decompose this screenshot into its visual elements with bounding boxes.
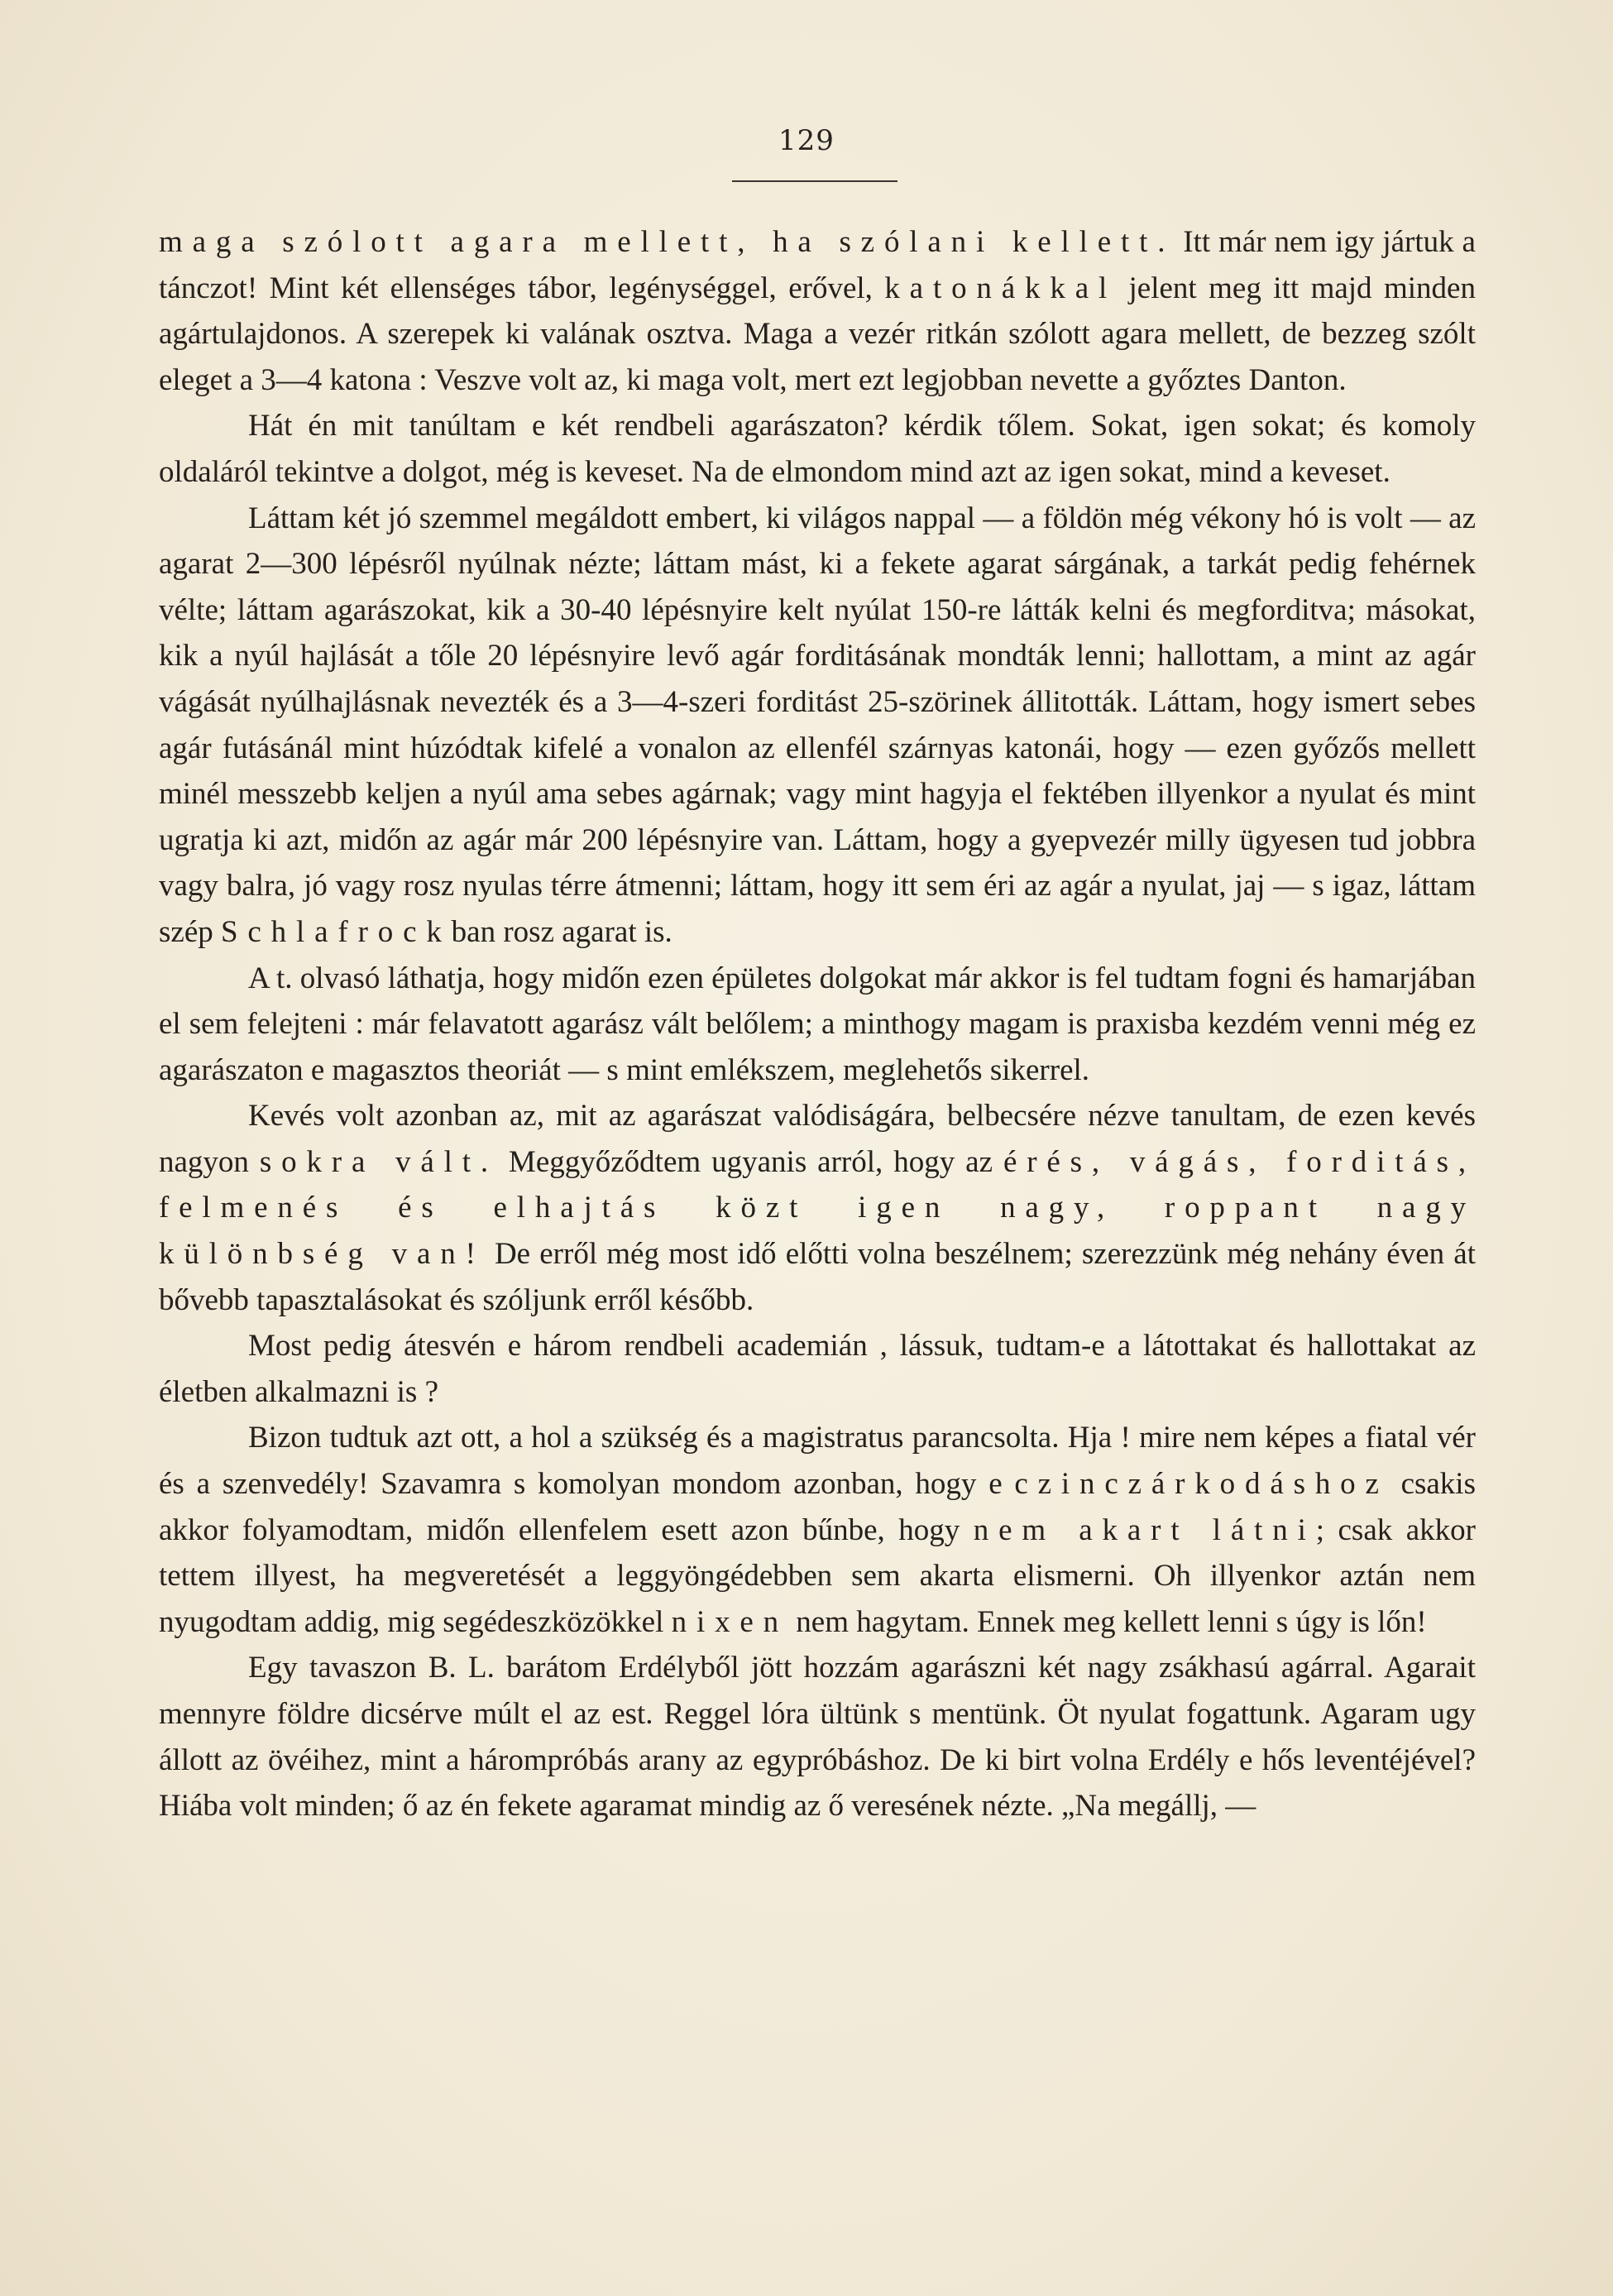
spaced-emphasis: nixen [671,1604,789,1639]
spaced-emphasis: nem akart látni [973,1512,1316,1547]
text-run: ; csak akkor tettem illyest, ha megveretését a leggyöngédebben sem akarta elismerni. Oh illyenkor aztán nem nyugodtam addig, mig segédeszközökkel [159,1512,1476,1639]
text-run: Egy tavaszon B. L. barátom Erdélyből jött hozzám agarászni két nagy zsákhasú agárral. Agarait mennyre földre dicsérve múlt el az est. Reggel lóra ültünk s mentünk. Öt nyulat fogattunk. Agaram ugy állott az övéihez, mint a hárompróbás arany az egypróbáshoz. De ki birt volna Erdély e hős leventéjével? Hiába volt minden; ő az én fekete agaramat mindig az ő veresének nézte. „Na megállj, — [159,1651,1476,1824]
paragraph-p7 [159,1415,1476,1645]
spaced-emphasis: katonákkal [884,271,1118,305]
text-run: jelent meg itt majd minden agártulajdonos. A szerepek ki valának osztva. Maga a vezér ritkán szólott agara mellett, de bezzeg szólt eleget a 3—4 katona : Veszve volt az, ki maga volt, mert ezt legjobban nevette a győztes Danton. [159,271,1476,397]
text-run: ban rosz agarat is. [451,914,672,949]
paragraph-p2 [159,403,1476,495]
spaced-emphasis: sokra vált. [259,1144,498,1179]
text-run: Láttam két jó szemmel megáldott embert, ki világos nappal — a földön még vékony hó is volt — az agarat 2—300 lépésről nyúlnak nézte; láttam mást, ki a fekete agarat sárgának, a tarkát pedig fehérnek vélte; láttam agarászokat, kik a 30-40 lépésnyire kelt nyúlat 150-re látták kelni és megforditva; másokat, kik a nyúl hajlását a tőle 20 lépésnyire levő agár forditásának mondták lenni; hallottam, a mint az agár vágását nyúlhajlásnak nevezték és a 3—4-szeri forditást 25-szörinek állitották. Láttam, hogy ismert sebes agár futásánál mint húzódtak kifelé a vonalon az ellenfél szárnyas katonái, hogy — ezen győzős mellett minél messzebb keljen a nyúl ama sebes agárnak; vagy mint hagyja el fektében illyenkor a nyulat és mint ugratja ki azt, midőn az agár már 200 lépésnyire van. Láttam, hogy a gyepvezér milly ügyesen tud jobbra vagy balra, jó vagy rosz nyulas térre átmenni; láttam, hogy itt sem éri az agár a nyulat, jaj — s igaz, láttam szép [159,501,1476,949]
paragraph-p3 [159,496,1476,956]
text-run: Most pedig átesvén e három rendbeli academián , lássuk, tudtam-e a látottakat és hallottakat az életben alkalmazni is ? [159,1329,1476,1409]
paragraph-p4 [159,956,1476,1094]
text-run: De erről még most idő előtti volna beszélnem; szerezzünk még nehány éven át bővebb tapasztalásokat és szóljunk erről később. [159,1237,1476,1317]
spaced-emphasis: maga szólott agara mellett, ha szólani kellett. [159,225,1175,259]
spaced-emphasis: érés, vágás, forditás, felmenés és elhajtás közt igen nagy, roppant nagy különbség van! [159,1144,1476,1272]
spaced-emphasis: czinczárkodáshoz [1014,1467,1389,1502]
paragraph-p1 [159,219,1476,403]
text-run: Meggyőződtem ugyanis arról, hogy az [497,1144,1003,1179]
text-run: csakis akkor folyamodtam, midőn ellenfelem esett azon bűnbe, hogy [159,1467,1476,1547]
page-number: 129 [778,124,835,157]
paragraph-p6 [159,1323,1476,1415]
text-run: Itt már nem igy jártuk a tánczot! Mint két ellenséges tábor, legénységgel, erővel, [159,225,1476,305]
text-run: Bizon tudtuk azt ott, a hol a szükség és a magistratus parancsolta. Hja ! mire nem képes a fiatal vér és a szenvedély! Szavamra s komolyan mondom azonban, hogy e [159,1421,1476,1502]
text-run: A t. olvasó láthatja, hogy midőn ezen épületes dolgokat már akkor is fel tudtam fogni és hamarjában el sem felejteni : már felavatott agarász vált belőlem; a minthogy magam is praxisba kezdém venni még ez agarászaton e magasztos theoriát — s mint emlékszem, meglehetős sikerrel. [159,961,1476,1087]
text-run: nem hagytam. Ennek meg kellett lenni s úgy is lőn! [788,1604,1427,1639]
text-run: Kevés volt azonban az, mit az agarászat valódiságára, belbecsére nézve tanultam, de ezen kevés nagyon [159,1099,1476,1179]
paragraph-p5 [159,1093,1476,1323]
text-body [159,219,1476,1829]
text-run: Hát én mit tanúltam e két rendbeli agarászaton? kérdik tőlem. Sokat, igen sokat; és komoly oldaláról tekintve a dolgot, még is keveset. Na de elmondom mind azt az igen sokat, mind a keveset. [159,409,1476,489]
header-rule [732,180,897,182]
spaced-emphasis: Schlafrock [221,914,452,949]
page-header [0,124,1613,157]
paragraph-p8 [159,1645,1476,1829]
